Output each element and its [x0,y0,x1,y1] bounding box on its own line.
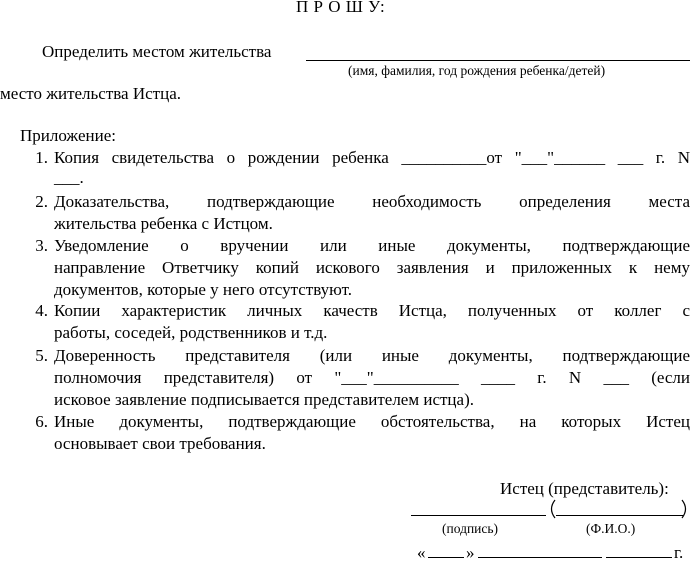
full-name-caption: (Ф.И.О.) [586,521,636,536]
signature-blank[interactable] [411,515,546,516]
year-blank[interactable] [606,557,672,558]
full-name-blank[interactable] [556,515,683,516]
date-open-quote: « [417,543,426,562]
attachment-number: 6. [35,412,48,431]
attachment-line: Копии характеристик личных качеств Истца, полученных от коллег с [54,301,690,320]
month-blank[interactable] [478,557,602,558]
signer-role: Истец (представитель): [500,479,669,498]
attachment-line: полномочия представителя) от "___"__________ ____ г. N ___ (если [54,368,690,387]
attachment-line: работы, соседей, родственников и т.д. [54,323,328,342]
attachment-number: 1. [35,148,48,167]
attachment-line: Уведомление о вручении или иные документы, подтверждающие [54,236,690,255]
attachment-number: 3. [35,236,48,255]
attachment-line: направление Ответчику копий искового заявления и приложенных к нему [54,258,690,277]
year-suffix: г. [674,543,684,562]
child-name-blank[interactable] [306,60,690,61]
attachment-line: документов, которые у него отсутствуют. [54,280,353,299]
attachment-line: исковое заявление подписывается представителем истца). [54,390,474,409]
attachment-number: 4. [35,301,48,320]
signature-caption: (подпись) [442,521,499,536]
attachment-line: Копия свидетельства о рождении ребенка __________от "___"______ ___ г. N [54,148,690,167]
attachment-line: Доказательства, подтверждающие необходимость определения места [54,192,690,211]
page-heading: П Р О Ш У: [296,0,386,16]
day-blank[interactable] [428,557,464,558]
attachments-label: Приложение: [20,126,116,145]
attachment-line: жительства ребенка с Истцом. [54,214,273,233]
child-name-hint: (имя, фамилия, год рождения ребенка/детей) [348,63,606,78]
attachment-number: 5. [35,346,48,365]
attachment-line: Доверенность представителя (или иные документы, подтверждающие [54,346,690,365]
date-close-quote: » [466,543,475,562]
attachment-line: основывает свои требования. [54,434,266,453]
attachment-line: ___. [54,168,84,187]
attachment-line: Иные документы, подтверждающие обстоятельства, на которых Истец [54,412,690,431]
left-paren-icon [547,499,557,519]
request-lead: Определить местом жительства [42,42,272,61]
attachment-number: 2. [35,192,48,211]
request-tail: место жительства Истца. [0,84,181,103]
right-paren-icon [680,499,690,519]
